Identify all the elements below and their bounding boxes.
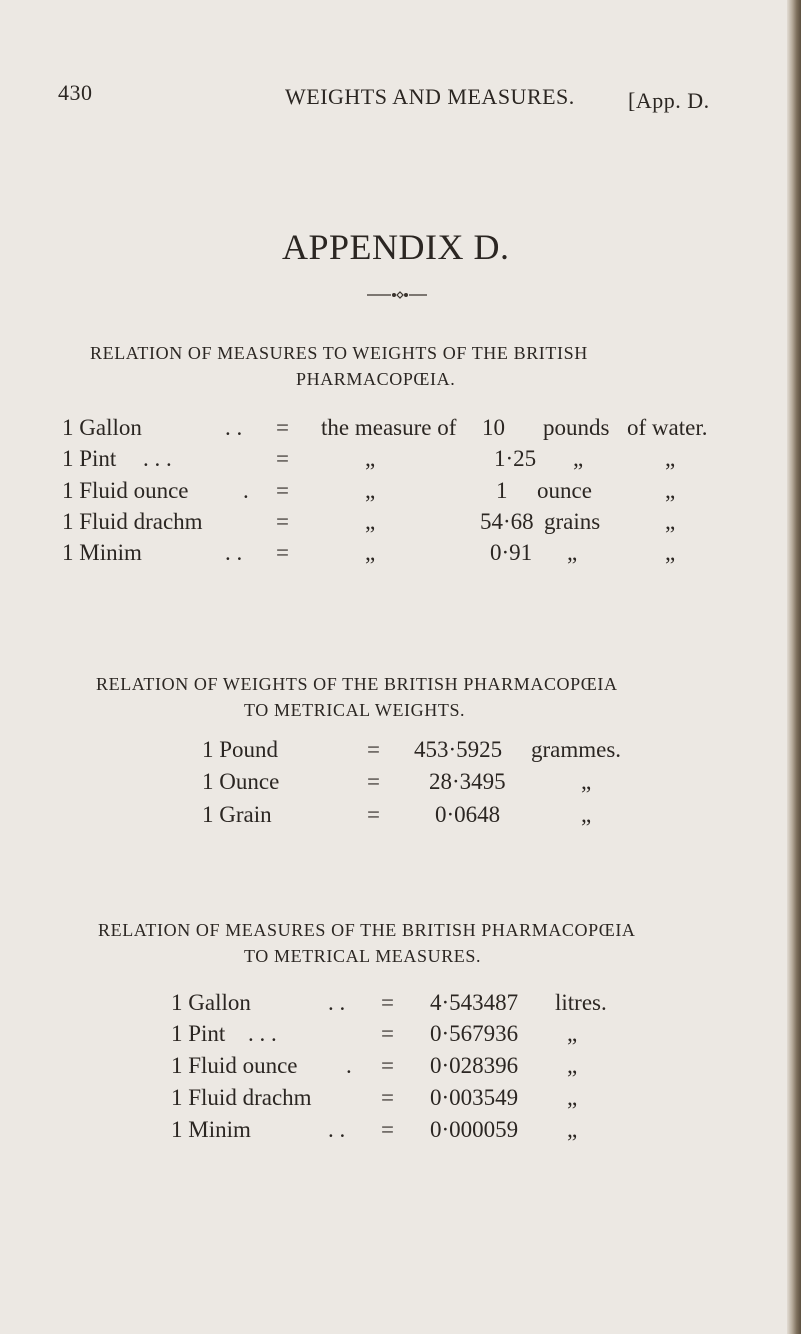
measure-value: 1 (496, 478, 508, 503)
equals-sign: = (276, 509, 289, 534)
table-row-label: 1 Gallon (62, 415, 142, 440)
leader-dots: . . (328, 990, 346, 1015)
ditto-mark: „ (665, 478, 676, 503)
equals-sign: = (381, 990, 394, 1015)
equals-sign: = (381, 1085, 394, 1110)
ditto-mark: „ (567, 1021, 578, 1046)
page-title: APPENDIX D. (282, 227, 510, 267)
weight-unit: grammes. (531, 737, 622, 762)
running-title: WEIGHTS AND MEASURES. (285, 84, 575, 109)
equals-sign: = (367, 737, 380, 762)
measure-unit: ounce (537, 478, 592, 503)
weight-value: 453·5925 (414, 737, 503, 762)
weight-value: 28·3495 (429, 769, 506, 794)
ditto-mark: „ (365, 446, 376, 471)
table-row-label: 1 Ounce (202, 769, 280, 794)
ditto-mark: „ (581, 802, 592, 827)
ditto-mark: „ (665, 540, 676, 565)
section1-heading-line1: RELATION OF MEASURES TO WEIGHTS OF THE BRITISH (90, 343, 588, 363)
ditto-mark: „ (567, 1085, 578, 1110)
measure-prefix: the measure of (321, 415, 457, 440)
leader-dots: . . . (143, 446, 172, 471)
leader-dots: . . (328, 1117, 346, 1142)
table-row-label: 1 Pint (62, 446, 117, 471)
measure-unit: pounds (543, 415, 610, 440)
metric-value: 0·028396 (430, 1053, 519, 1078)
metric-value: 0·000059 (430, 1117, 519, 1142)
ditto-mark: „ (573, 446, 584, 471)
table-row-label: 1 Grain (202, 802, 272, 827)
table-row-label: 1 Fluid drachm (171, 1085, 312, 1110)
equals-sign: = (381, 1117, 394, 1142)
measure-suffix: of water. (627, 415, 708, 440)
equals-sign: = (381, 1021, 394, 1046)
measure-value: 1·25 (494, 446, 537, 471)
section-reference: [App. D. (628, 88, 710, 113)
section2-heading-line1: RELATION OF WEIGHTS OF THE BRITISH PHARMACOPŒIA (96, 674, 618, 694)
section1-heading-line2: PHARMACOPŒIA. (296, 369, 456, 389)
table-row-label: 1 Fluid ounce (62, 478, 189, 503)
leader-dots: . (346, 1053, 352, 1078)
ditto-mark: „ (365, 509, 376, 534)
equals-sign: = (276, 415, 289, 440)
leader-dots: . (243, 478, 249, 503)
ditto-mark: „ (581, 769, 592, 794)
section3-heading-line2: TO METRICAL MEASURES. (244, 946, 482, 966)
metric-value: 0·567936 (430, 1021, 519, 1046)
ditto-mark: „ (567, 1053, 578, 1078)
equals-sign: = (276, 478, 289, 503)
section3-heading-line1: RELATION OF MEASURES OF THE BRITISH PHARMACOPŒIA (98, 920, 636, 940)
leader-dots: . . (225, 540, 243, 565)
ditto-mark: „ (567, 540, 578, 565)
metric-value: 0·003549 (430, 1085, 519, 1110)
table-row-label: 1 Minim (171, 1117, 251, 1142)
ditto-mark: „ (365, 478, 376, 503)
equals-sign: = (276, 540, 289, 565)
table-row-label: 1 Pint (171, 1021, 226, 1046)
equals-sign: = (381, 1053, 394, 1078)
measure-unit: grains (544, 509, 601, 534)
page-number: 430 (58, 80, 93, 105)
ditto-mark: „ (665, 509, 676, 534)
metric-unit: litres. (555, 990, 607, 1015)
ditto-mark: „ (365, 540, 376, 565)
ditto-mark: „ (567, 1117, 578, 1142)
metric-value: 4·543487 (430, 990, 519, 1015)
table-row-label: 1 Minim (62, 540, 142, 565)
leader-dots: . . (225, 415, 243, 440)
leader-dots: . . . (248, 1021, 277, 1046)
ornament-divider (367, 290, 427, 300)
table-row-label: 1 Gallon (171, 990, 251, 1015)
table-row-label: 1 Pound (202, 737, 279, 762)
table-row-label: 1 Fluid ounce (171, 1053, 298, 1078)
ditto-mark: „ (665, 446, 676, 471)
measure-value: 54·68 (480, 509, 534, 534)
page-edge-shadow (787, 0, 801, 1334)
measure-value: 10 (482, 415, 505, 440)
equals-sign: = (276, 446, 289, 471)
weight-value: 0·0648 (435, 802, 501, 827)
table-row-label: 1 Fluid drachm (62, 509, 203, 534)
equals-sign: = (367, 802, 380, 827)
equals-sign: = (367, 769, 380, 794)
section2-heading-line2: TO METRICAL WEIGHTS. (244, 700, 466, 720)
measure-value: 0·91 (490, 540, 533, 565)
